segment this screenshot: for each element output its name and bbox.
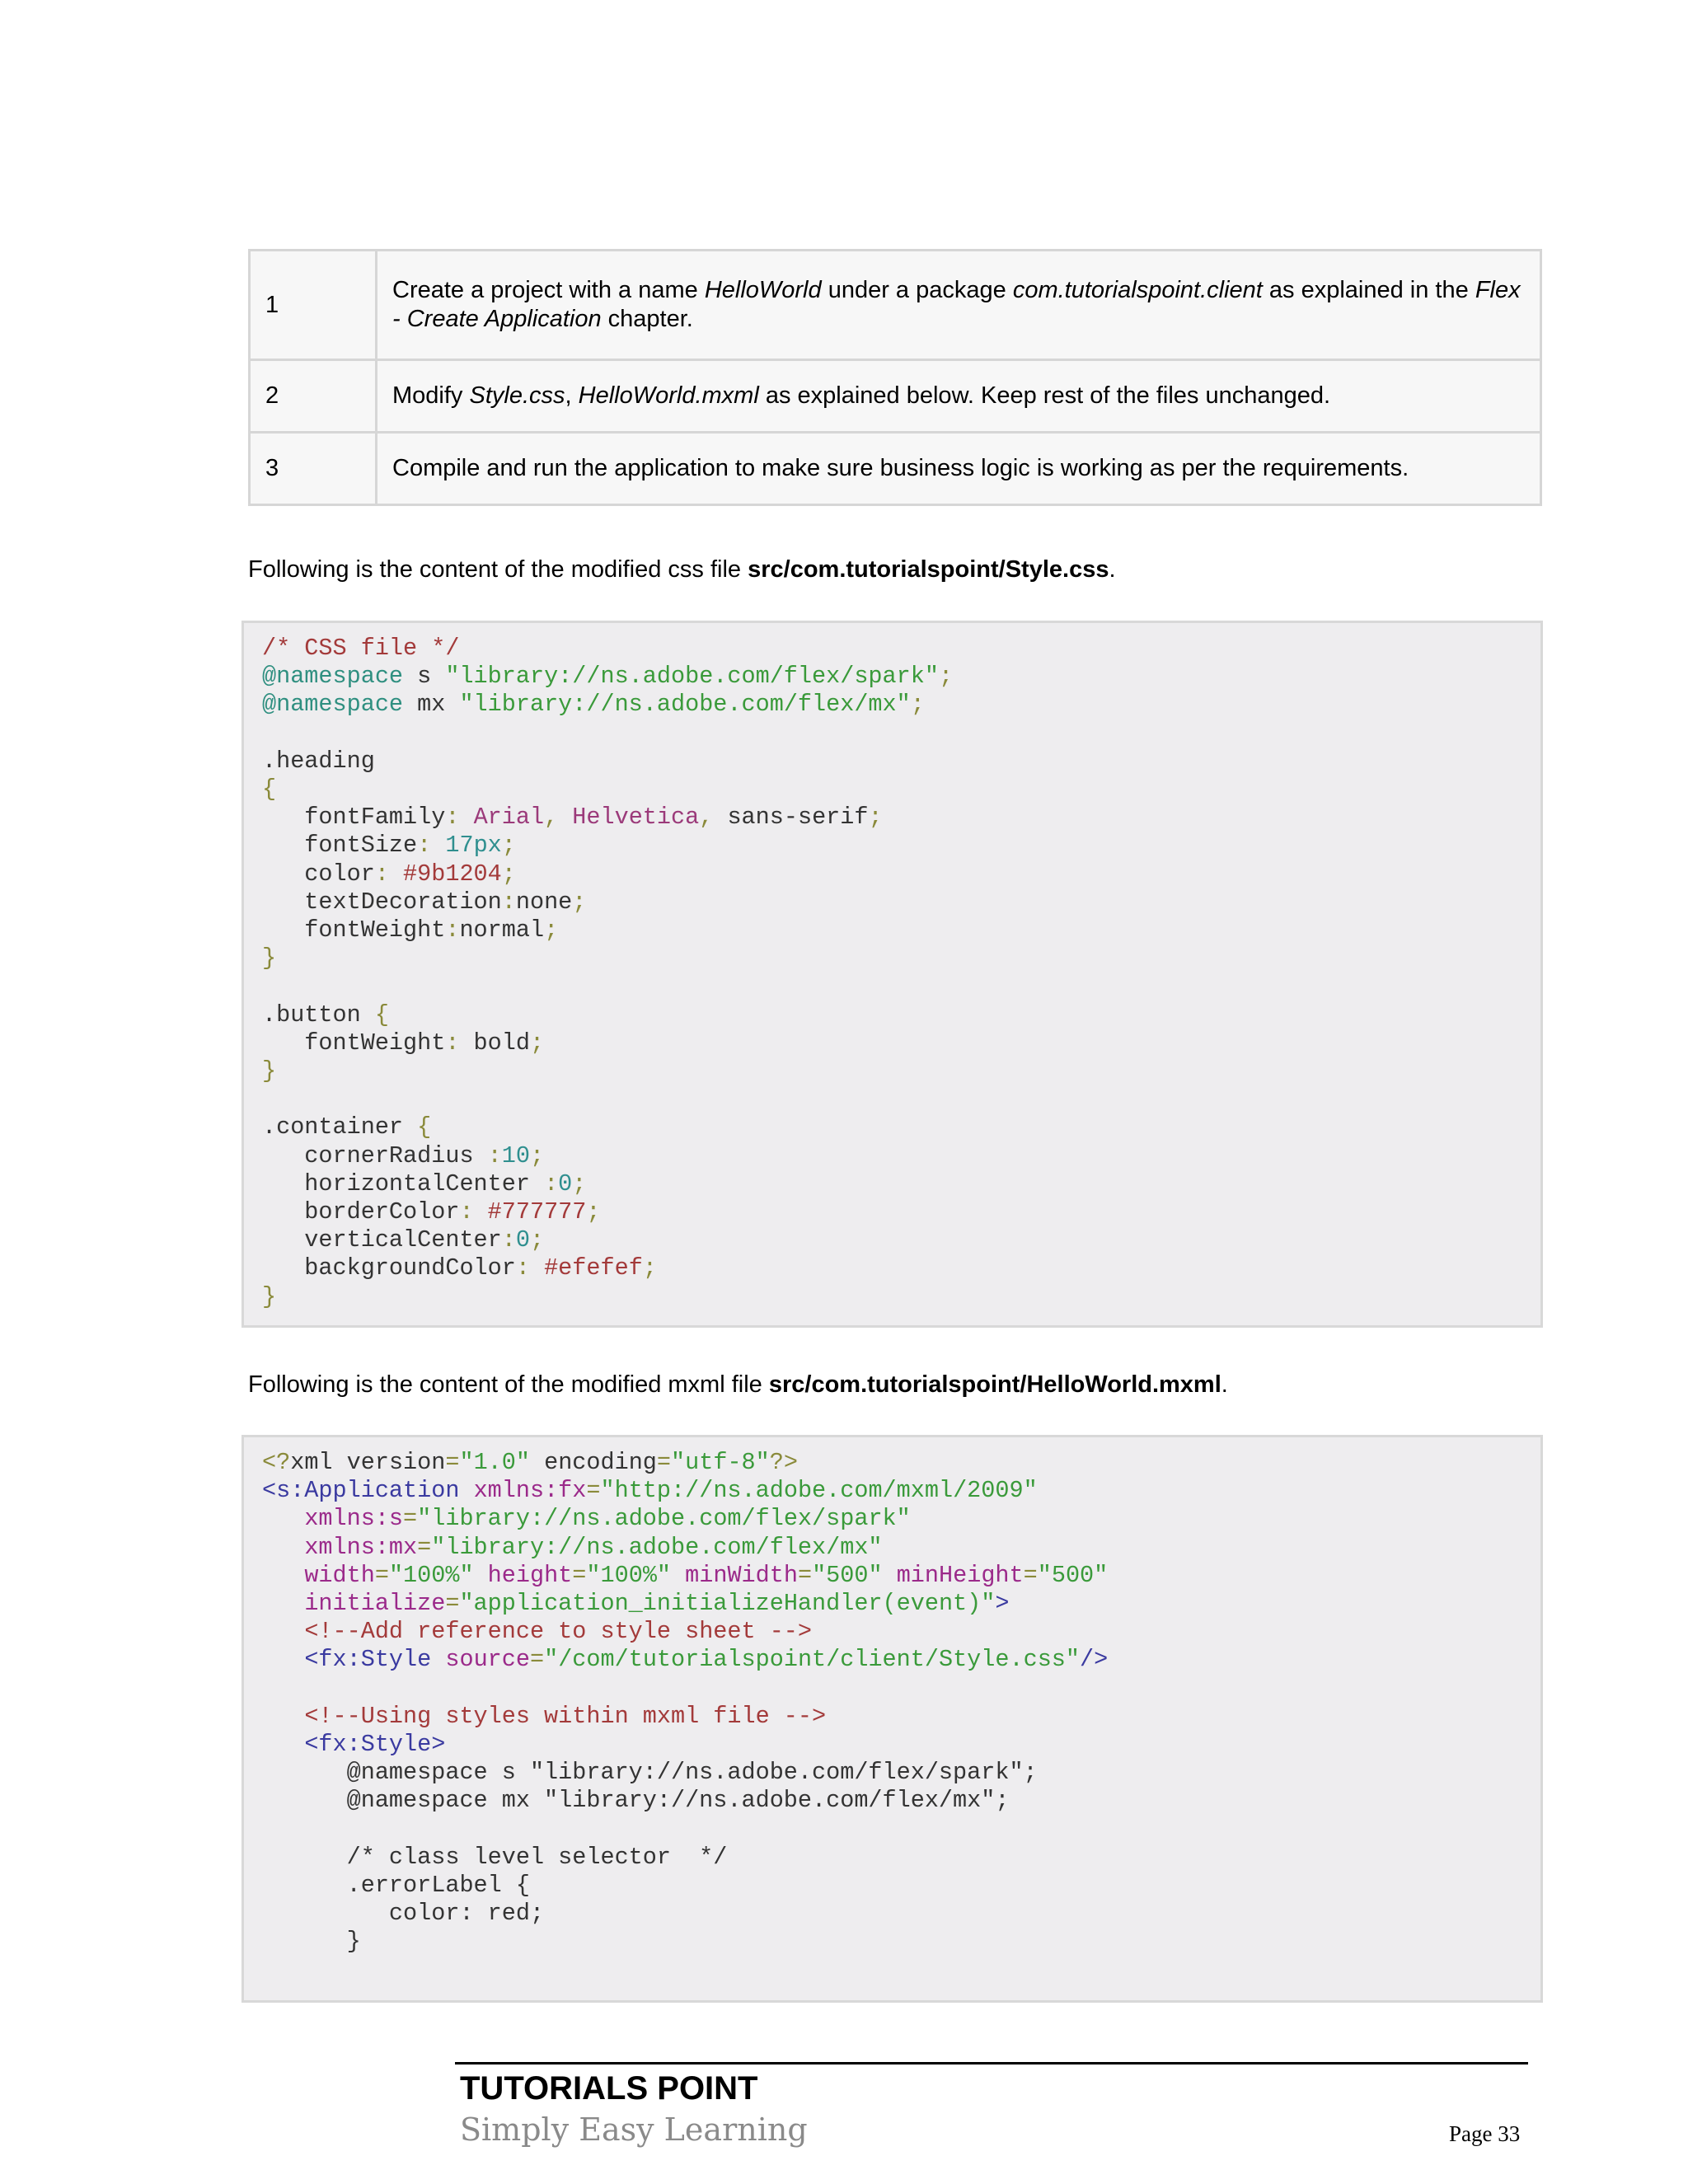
step-number: 3 [250, 433, 377, 505]
footer-tagline: Simply Easy Learning [460, 2111, 808, 2148]
step-description: Modify Style.css, HelloWorld.mxml as explained below. Keep rest of the files unchanged. [377, 360, 1541, 433]
step-description: Create a project with a name HelloWorld under a package com.tutorialspoint.client as explained in the Flex - Create Application chapter. [377, 251, 1541, 360]
css-code-block [241, 621, 1543, 1328]
steps-table [248, 249, 1542, 506]
css-intro-paragraph: Following is the content of the modified css file src/com.tutorialspoint/Style.css. [248, 556, 1116, 583]
mxml-code-block [241, 1435, 1543, 2003]
mxml-file-path: src/com.tutorialspoint/HelloWorld.mxml [768, 1371, 1221, 1398]
step-row [250, 251, 1541, 360]
step-row [250, 433, 1541, 505]
mxml-code: <?xml version="1.0" encoding="utf-8"?> <s:Application xmlns:fx="http://ns.adobe.com/mxml/2009" xmlns:s="library://ns.adobe.com/flex/spark" xmlns:mx="library://ns.adobe.com/flex/mx" width="100%" height="100%" minWidth="500" minHeight="500" initialize="application_initializeHandler(event)"> <!--Add reference to style sheet --> <fx:Style source="/com/tutorialspoint/client/Style.css"/> <!--Using styles within mxml file --> <fx:Style> @namespace s "library://ns.adobe.com/flex/spark"; @namespace mx "library://ns.adobe.com/flex/mx"; /* class level selector */ .errorLabel { color: red; } [262, 1449, 1109, 1956]
css-code: /* CSS file */ @namespace s "library://ns.adobe.com/flex/spark"; @namespace mx "library://ns.adobe.com/flex/mx"; .heading { fontFamily: Arial, Helvetica, sans-serif; fontSize: 17px; color: #9b1204; textDecoration:none; fontWeight:normal; } .button { fontWeight: bold; } .container { cornerRadius :10; horizontalCenter :0; borderColor: #777777; verticalCenter:0; backgroundColor: #efefef; } [262, 635, 954, 1310]
step-description: Compile and run the application to make sure business logic is working as per the requirements. [377, 433, 1541, 505]
mxml-intro-paragraph: Following is the content of the modified mxml file src/com.tutorialspoint/HelloWorld.mxml. [248, 1371, 1228, 1398]
step-row [250, 360, 1541, 433]
css-file-path: src/com.tutorialspoint/Style.css [748, 556, 1109, 583]
footer-divider [455, 2062, 1528, 2064]
footer-brand: TUTORIALS POINT [460, 2070, 758, 2107]
step-number: 2 [250, 360, 377, 433]
page-number: Page 33 [1449, 2121, 1521, 2146]
step-number: 1 [250, 251, 377, 360]
